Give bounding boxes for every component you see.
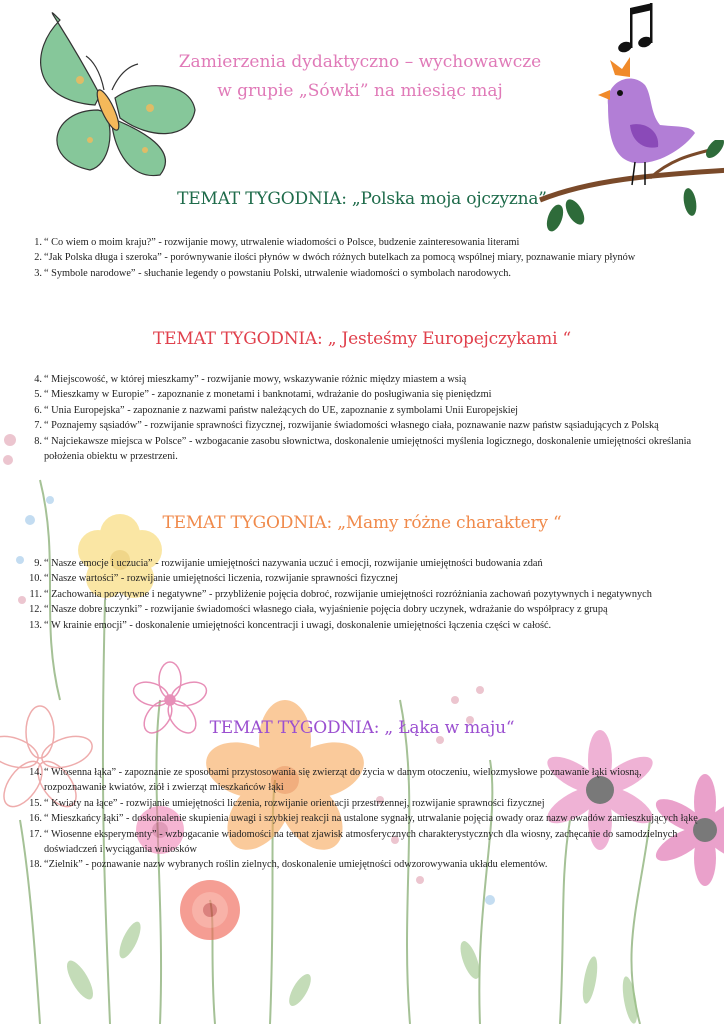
list-item: 17. “ Wiosenne eksperymenty” - wzbogacanie wiadomości na temat zjawisk atmosferycznych charakterystycznych dla wiosny, zachęcanie do samodzielnych doświadczeń i wyciągania wniosków	[29, 828, 678, 856]
page-title	[150, 48, 570, 106]
list-item: 10. “ Nasze wartości” - rozwijanie umiejętności liczenia, rozwijanie sprawności fizycznej	[29, 573, 398, 585]
week-2-title: TEMAT TYGODNIA: „ Jesteśmy Europejczykami “	[152, 329, 571, 349]
list-item: 18. “Zielnik” - poznawanie nazw wybranych roślin zielnych, doskonalenie umiejętności odwzorowywania układu elementów.	[29, 859, 548, 871]
week-1-title: TEMAT TYGODNIA: „Polska moja ojczyzna”	[177, 189, 547, 209]
week-1-list	[20, 235, 705, 281]
music-note-icon	[615, 0, 655, 55]
list-item: 2. “Jak Polska długa i szeroka” - porównywanie ilości płynów w dwóch różnych butelkach za pomocą wspólnej miary, poznawanie miary płynów	[34, 252, 636, 264]
list-item: 14. “ Wiosenna łąka” - zapoznanie ze sposobami przystosowania się zwierząt do życia w danym otoczeniu, wielozmysłowe poznawanie łąki wiosną, rozpoznawanie kwiatów, ziół i zwierząt mieszkańców łąki	[29, 767, 642, 794]
list-item: 11. “ Zachowania pozytywne i negatywne” - przybliżenie pojęcia dobroć, rozwijanie umiejętności rozróżniania zachowań pozytywnych i negatywnych	[29, 588, 652, 600]
list-item: 8. “ Najciekawsze miejsca w Polsce” - wzbogacanie zasobu słownictwa, doskonalenie umiejętności myślenia logicznego, doskonalenie umiejętności określania położenia obiektu w przestrzeni.	[34, 435, 692, 463]
week-3-title: TEMAT TYGODNIA: „Mamy różne charaktery “	[162, 513, 562, 533]
list-item: 6. “ Unia Europejska” - zapoznanie z nazwami państw należących do UE, zapoznanie z symbolami Unii Europejskiej	[34, 404, 519, 416]
list-item: 16. “ Mieszkańcy łąki” - doskonalenie skupienia uwagi i szybkiej reakcji na ustalone sygnały, utrwalanie pojęcia owady oraz nazw owadów zamieszkujących łąkę	[29, 813, 698, 825]
list-item: 15. “ Kwiaty na łące” - rozwijanie umiejętności liczenia, rozwijanie orientacji przestrzennej, rozwijanie sprawności fizycznej	[29, 797, 545, 809]
week-2-list	[20, 372, 705, 464]
bird-icon	[590, 55, 700, 190]
list-item: 1. “ Co wiem o moim kraju?” - rozwijanie mowy, utrwalenie wiadomości o Polsce, budzenie zainteresowania literami	[34, 237, 520, 248]
list-item: 5. “ Mieszkamy w Europie” - zapoznanie z monetami i banknotami, wdrażanie do posługiwania się pieniędzmi	[34, 389, 492, 401]
list-item: 4. “ Miejscowość, w której mieszkamy” - rozwijanie mowy, wskazywanie różnic między miastem a wsią	[34, 374, 467, 385]
week-3-list	[20, 556, 705, 633]
week-4-list	[20, 765, 705, 873]
title-line-1: Zamierzenia dydaktyczno – wychowawcze	[178, 52, 542, 72]
list-item: 13. “ W krainie emocji” - doskonalenie umiejętności koncentracji i uwagi, doskonalenie umiejętności łączenia części w całość.	[29, 619, 552, 631]
week-4-title: TEMAT TYGODNIA: „ Łąka w maju“	[209, 718, 515, 738]
list-item: 12. “ Nasze dobre uczynki” - rozwijanie świadomości własnego ciała, wyjaśnienie pojęcia dobry uczynek, wdrażanie do współpracy z grupą	[29, 604, 608, 616]
list-item: 7. “ Poznajemy sąsiadów” - rozwijanie sprawności fizycznej, rozwijanie świadomości własnego ciała, poznawanie nazw państw sąsiadujących z Polską	[34, 420, 659, 432]
list-item: 3. “ Symbole narodowe” - słuchanie legendy o powstaniu Polski, utrwalenie wiadomości o symbolach narodowych.	[34, 267, 511, 279]
title-line-2: w grupie „Sówki” na miesiąc maj	[217, 81, 503, 101]
list-item: 9. “ Nasze emocje i uczucia” - rozwijanie umiejętności nazywania uczuć i emocji, rozwijanie umiejętności budowania zdań	[34, 558, 543, 569]
